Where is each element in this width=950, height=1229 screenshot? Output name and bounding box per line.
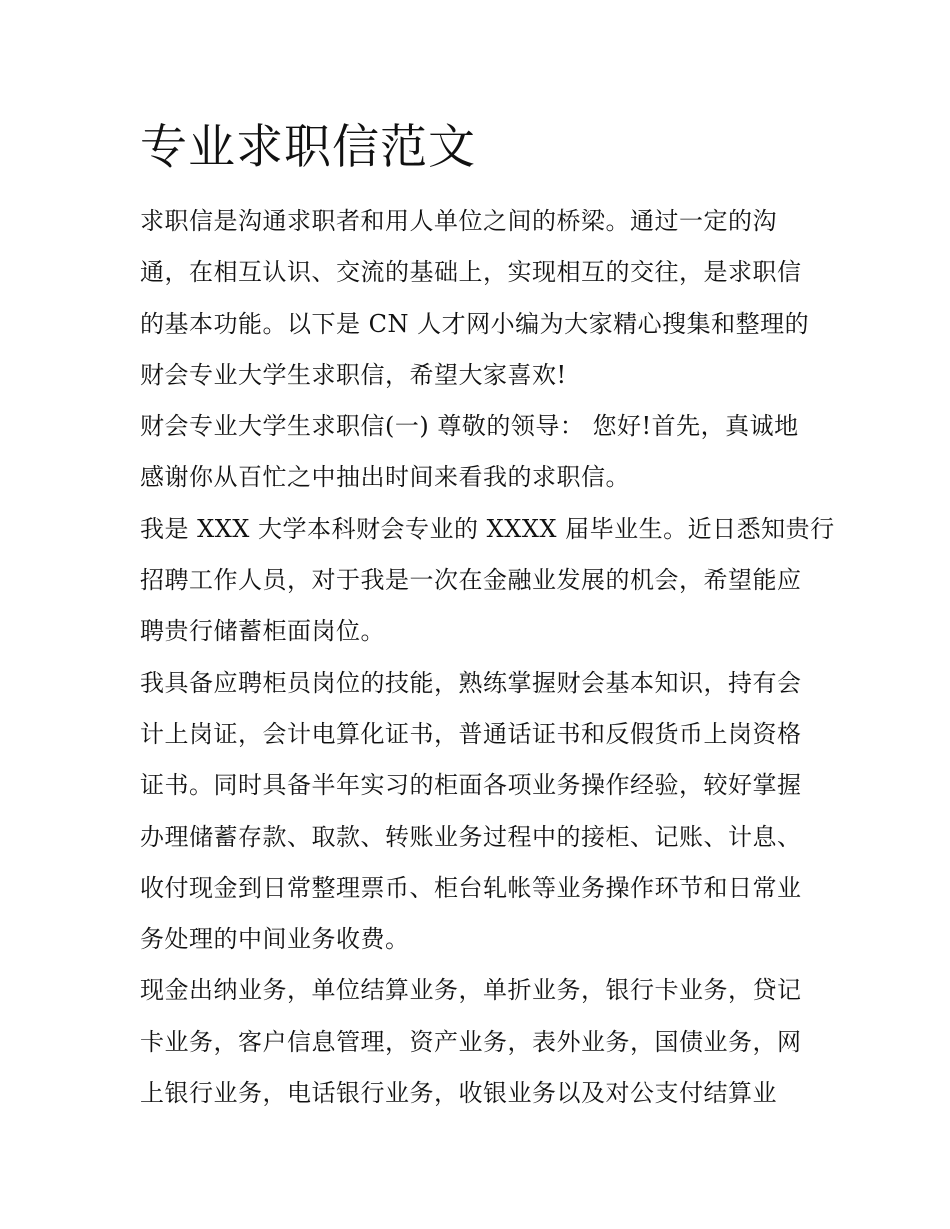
text-line: 我具备应聘柜员岗位的技能，熟练掌握财会基本知识，持有会	[140, 668, 802, 697]
text-line: 感谢你从百忙之中抽出时间来看我的求职信。	[140, 463, 630, 492]
text-line: 办理储蓄存款、取款、转账业务过程中的接柜、记账、计息、	[140, 822, 802, 851]
text-line: 求职信是沟通求职者和用人单位之间的桥梁。通过一定的沟	[140, 207, 777, 235]
text-line: 证书。同时具备半年实习的柜面各项业务操作经验，较好掌握	[140, 771, 802, 800]
text-line: 收付现金到日常整理票币、柜台轧帐等业务操作环节和日常业	[140, 873, 802, 902]
text-line: 现金出纳业务，单位结算业务，单折业务，银行卡业务，贷记	[140, 976, 802, 1005]
document-title: 专业求职信范文	[140, 120, 476, 175]
text-line: 财会专业大学生求职信，希望大家喜欢!	[140, 360, 567, 389]
text-line: 的基本功能。以下是 CN 人才网小编为大家精心搜集和整理的	[140, 309, 810, 338]
document-body	[140, 196, 835, 1119]
text-line: 卡业务，客户信息管理，资产业务，表外业务，国债业务，网	[140, 1027, 802, 1056]
text-line: 上银行业务，电话银行业务，收银业务以及对公支付结算业	[140, 1079, 777, 1108]
text-line: 我是 XXX 大学本科财会专业的 XXXX 届毕业生。近日悉知贵行	[140, 514, 835, 543]
text-line: 财会专业大学生求职信(一) 尊敬的领导： 您好!首先，真诚地	[140, 412, 799, 441]
text-line: 聘贵行储蓄柜面岗位。	[140, 617, 385, 646]
text-line: 计上岗证，会计电算化证书，普通话证书和反假货币上岗资格	[140, 719, 802, 748]
text-line: 招聘工作人员，对于我是一次在金融业发展的机会，希望能应	[140, 566, 802, 595]
text-line: 务处理的中间业务收费。	[140, 925, 410, 954]
text-line: 通，在相互认识、交流的基础上，实现相互的交往，是求职信	[140, 258, 802, 287]
